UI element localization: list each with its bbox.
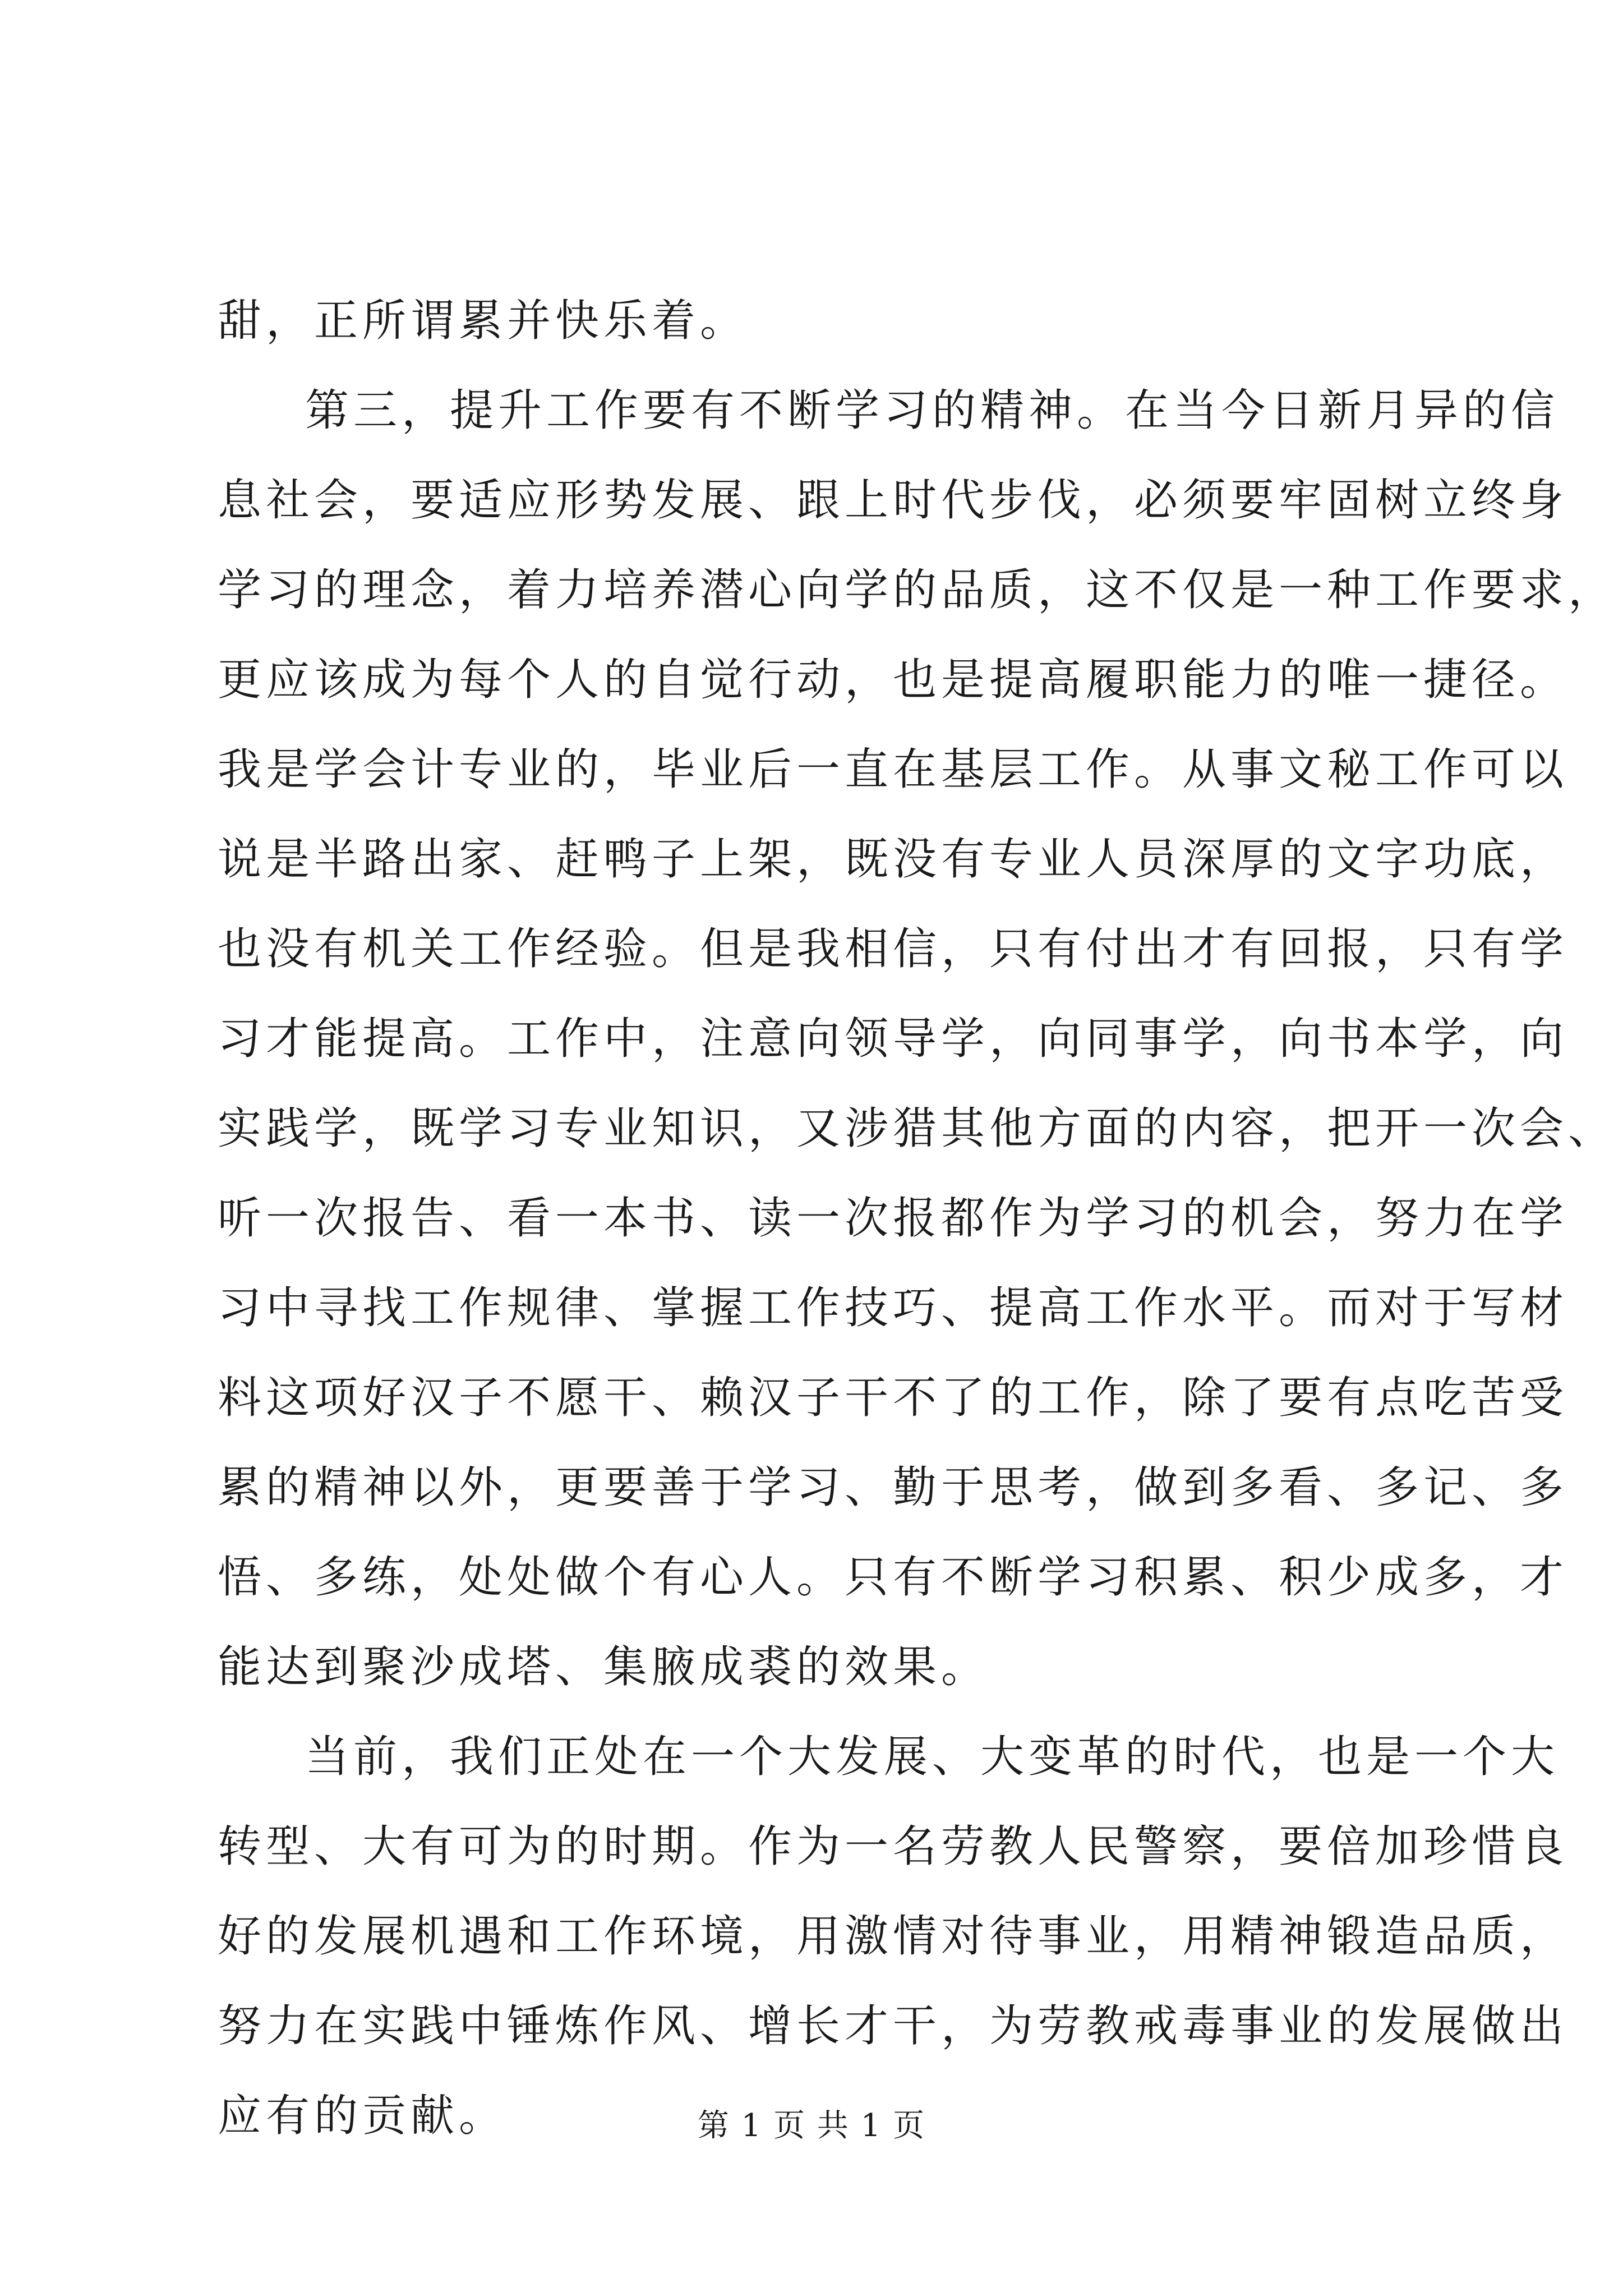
text-line: 习中寻找工作规律、掌握工作技巧、提高工作水平。而对于写材 (218, 1283, 1569, 1333)
text-line: 料这项好汉子不愿干、赖汉子干不了的工作，除了要有点吃苦受 (218, 1373, 1569, 1423)
paragraph-first-line: 当前，我们正处在一个大发展、大变革的时代，也是一个大 (305, 1732, 1560, 1782)
text-line: 悟、多练，处处做个有心人。只有不断学习积累、积少成多，才 (218, 1552, 1569, 1603)
text-line: 我是学会计专业的，毕业后一直在基层工作。从事文秘工作可以 (218, 744, 1569, 795)
text-line: 累的精神以外，更要善于学习、勤于思考，做到多看、多记、多 (218, 1462, 1569, 1513)
text-line: 学习的理念，着力培养潜心向学的品质，这不仅是一种工作要求， (218, 565, 1617, 615)
text-line: 能达到聚沙成塔、集腋成裘的效果。 (218, 1642, 990, 1692)
text-line: 听一次报告、看一本书、读一次报都作为学习的机会，努力在学 (218, 1193, 1569, 1244)
text-line: 甜，正所谓累并快乐着。 (218, 296, 749, 346)
text-line: 应有的贡献。 (218, 2091, 508, 2141)
page-footer: 第 1 页 共 1 页 (697, 2108, 926, 2144)
text-line: 努力在实践中锤炼作风、增长才干，为劳教戒毒事业的发展做出 (218, 2001, 1569, 2051)
paragraph-first-line: 第三，提升工作要有不断学习的精神。在当今日新月异的信 (305, 385, 1560, 436)
text-line: 也没有机关工作经验。但是我相信，只有付出才有回报，只有学 (218, 924, 1569, 974)
text-line: 习才能提高。工作中，注意向领导学，向同事学，向书本学，向 (218, 1014, 1569, 1064)
text-line: 说是半路出家、赶鸭子上架，既没有专业人员深厚的文字功底， (218, 834, 1569, 885)
text-line: 实践学，既学习专业知识，又涉猎其他方面的内容，把开一次会、 (218, 1103, 1617, 1154)
text-line: 好的发展机遇和工作环境，用激情对待事业，用精神锻造品质， (218, 1911, 1569, 1962)
text-line: 转型、大有可为的时期。作为一名劳教人民警察，要倍加珍惜良 (218, 1821, 1569, 1872)
text-line: 息社会，要适应形势发展、跟上时代步伐，必须要牢固树立终身 (218, 475, 1569, 526)
text-line: 更应该成为每个人的自觉行动，也是提高履职能力的唯一捷径。 (218, 655, 1569, 705)
